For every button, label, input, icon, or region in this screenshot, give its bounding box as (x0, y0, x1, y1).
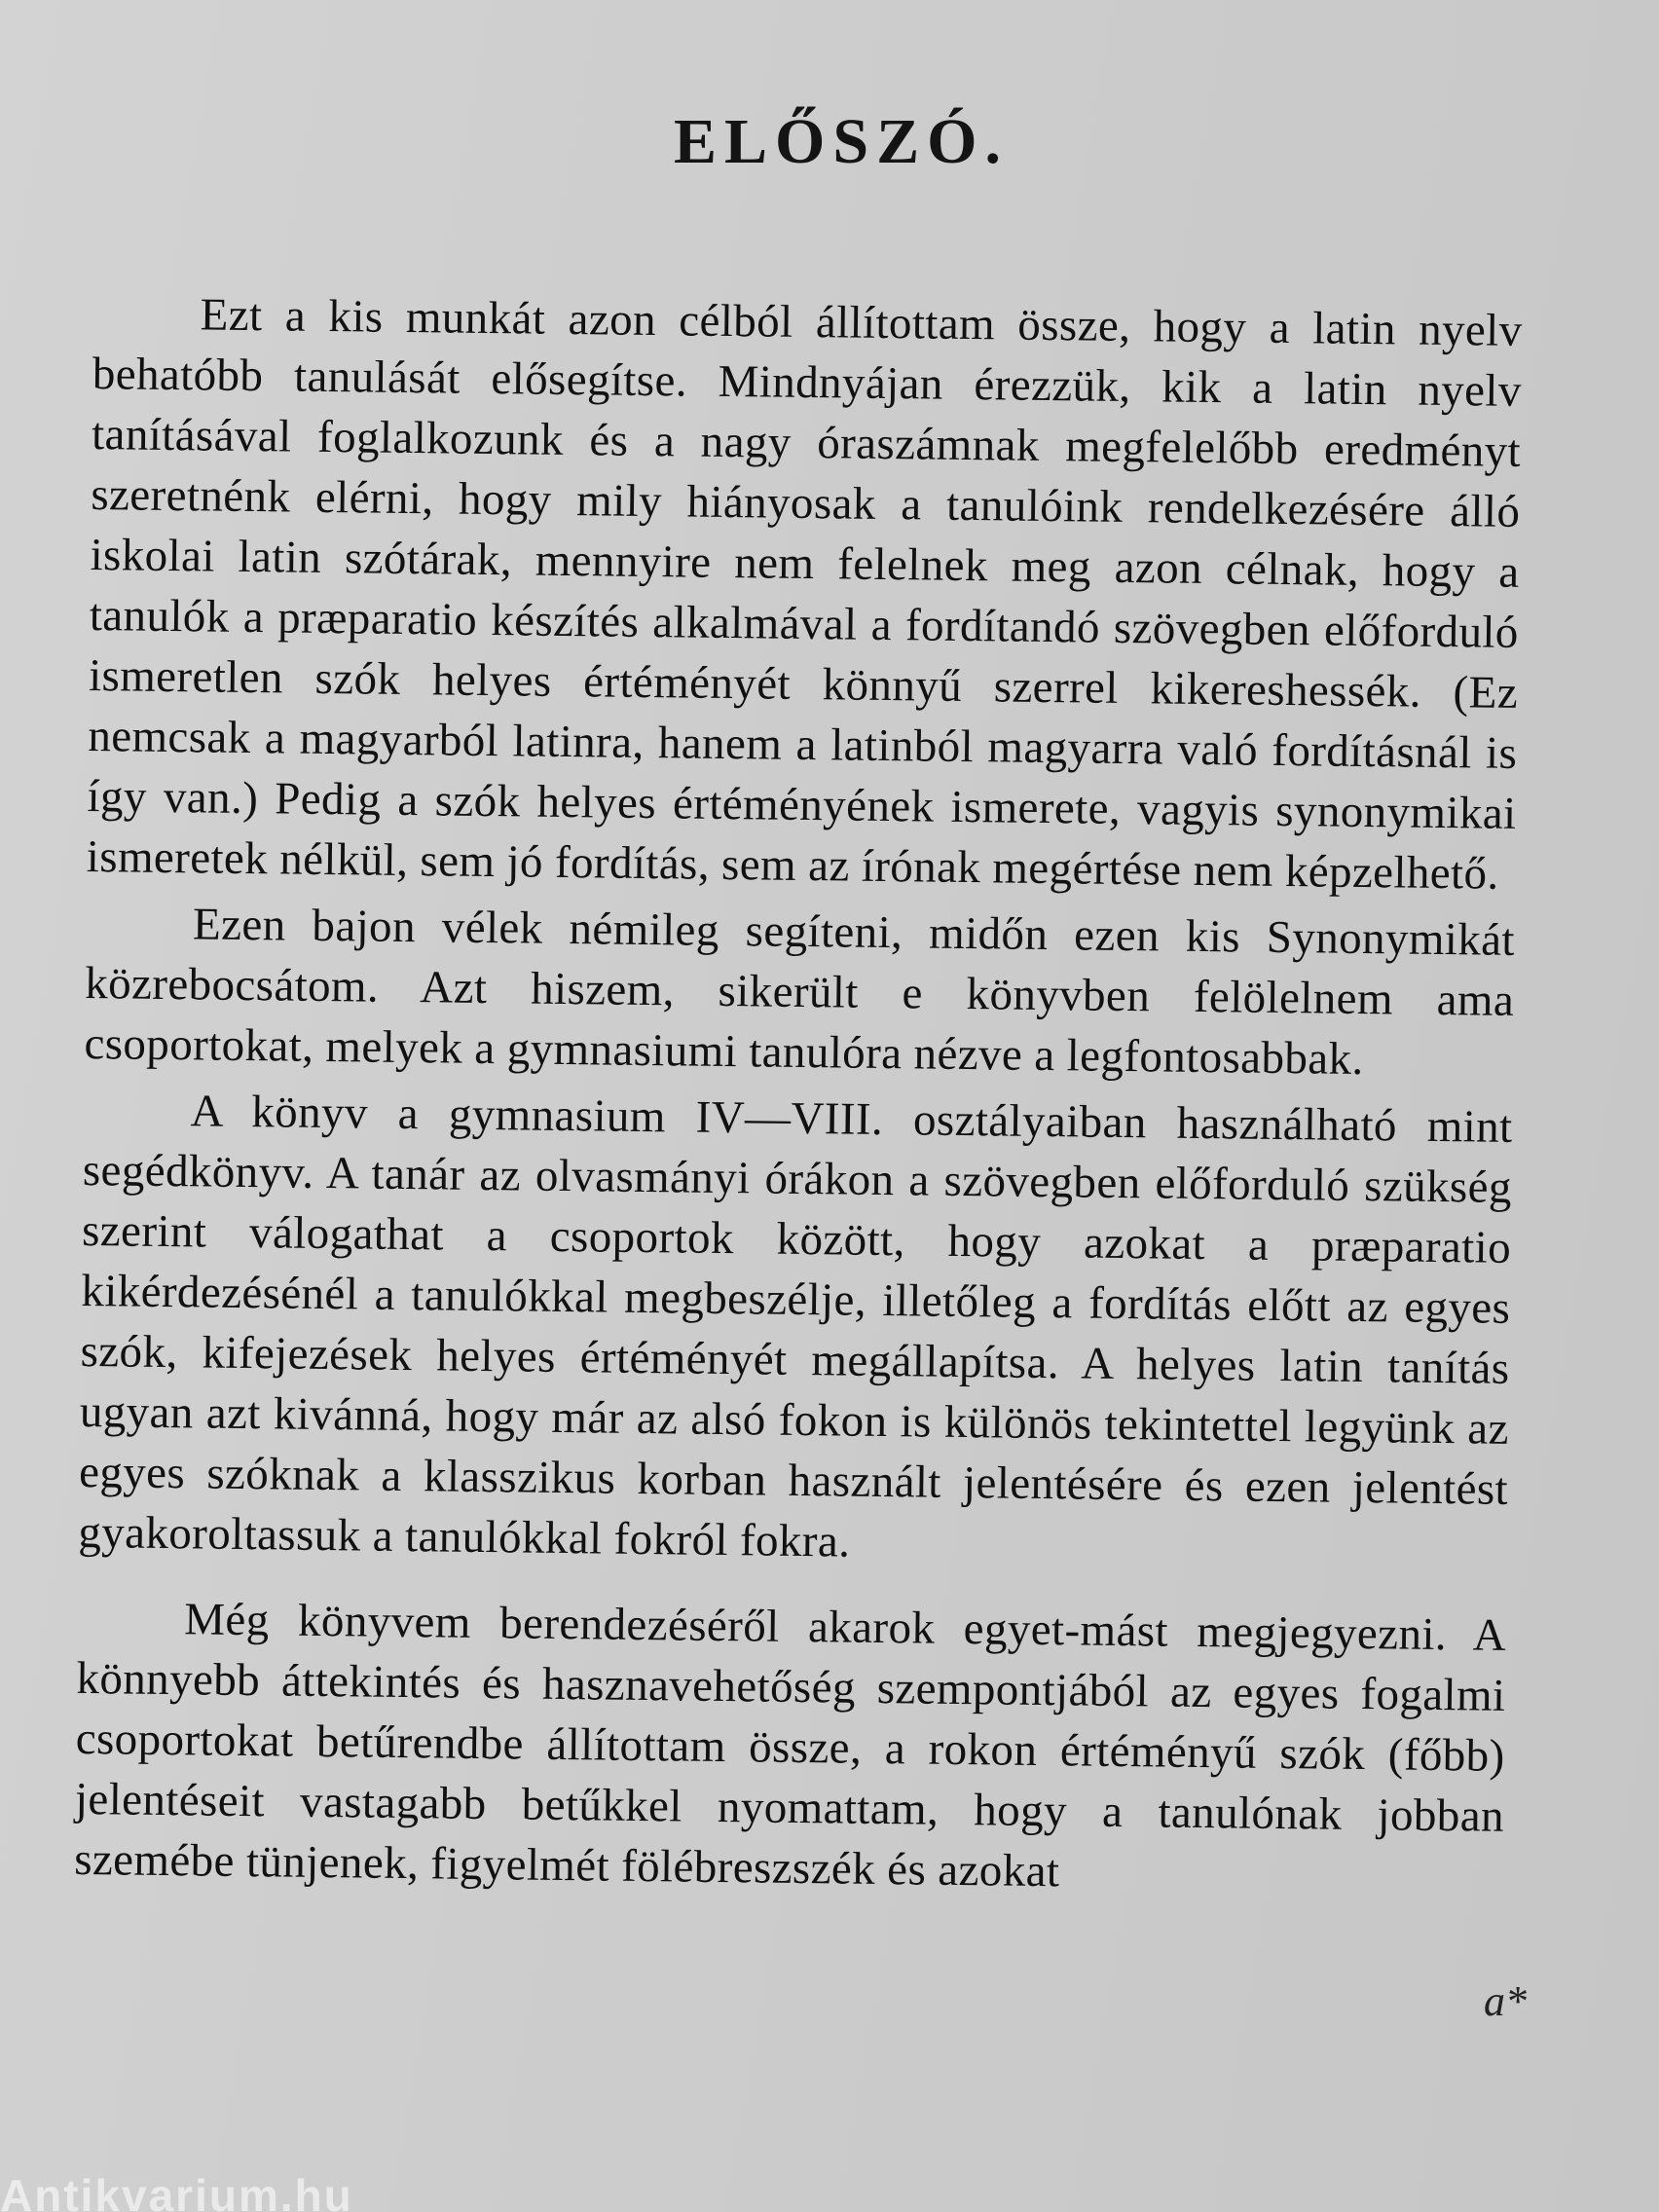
paragraph-1: Ezt a kis munkát azon célból állítottam össze, hogy a latin nyelv behatóbb tanulását elősegítse. Mindnyájan érezzük, kik a latin nyelv tanításával foglalkozunk és a nagy óraszámnak megfelelőbb eredményt szeretnénk elérni, hogy mily hiányosak a tanulóink rendelkezésére álló iskolai latin szótárak, mennyire nem felelnek meg azon célnak, hogy a tanulók a præparatio készítés alkalmával a fordítandó szövegben előforduló ismeretlen szók helyes értéményét könnyű szerrel kikereshessék. (Ez nemcsak a magyarból latinra, hanem a latinból magyarra való fordításnál is így van.) Pedig a szók helyes értéményének ismerete, vagyis synonymikai ismeretek nélkül, sem jó fordítás, sem az írónak megértése nem képzelhető. (86, 289, 1523, 900)
watermark: Antikvarium.hu (0, 2170, 353, 2212)
paragraph-3: A könyv a gymnasium IV—VIII. osztályaiban használható mint segédkönyv. A tanár az olvasmányi órákon a szövegben előforduló szükség szerint válogathat a csoportok között, hogy azokat a præparatio kikérdezésénél a tanulókkal megbeszélje, illetőleg a fordítás előtt az egyes szók, kifejezések helyes értéményét megállapítsa. A helyes latin tanítás ugyan azt kivánná, hogy már az alsó fokon is különös tekintettel legyünk az egyes szóknak a klasszikus korban használt jelentésére és ezen jelentést gyakoroltassuk a tanulókkal fokról fokra. (78, 1086, 1513, 1567)
preface-body (74, 283, 1523, 1913)
page-title: ELŐSZÓ. (674, 106, 1009, 177)
paragraph-2: Ezen bajon vélek némileg segíteni, midőn ezen kis Synonymikát közrebocsátom. Azt hiszem, sikerült e könyvben felölelnem ama csoportokat, melyek a gymnasiumi tanulóra nézve a legfontosabbak. (84, 899, 1516, 1086)
signature-mark: a* (1484, 1977, 1527, 2025)
paragraph-4: Még könyvem berendezéséről akarok egyet-mást megjegyezni. A könnyebb áttekintés és hasznavehetőség szempontjából az egyes fogalmi csoportokat betűrendbe állítottam össze, a rokon értéményű szók (főbb) jelentéseit vastagabb betűkkel nyomattam, hogy a tanulónak jobban szemébe tünjenek, figyelmét fölébreszszék és azokat (73, 1594, 1507, 1898)
